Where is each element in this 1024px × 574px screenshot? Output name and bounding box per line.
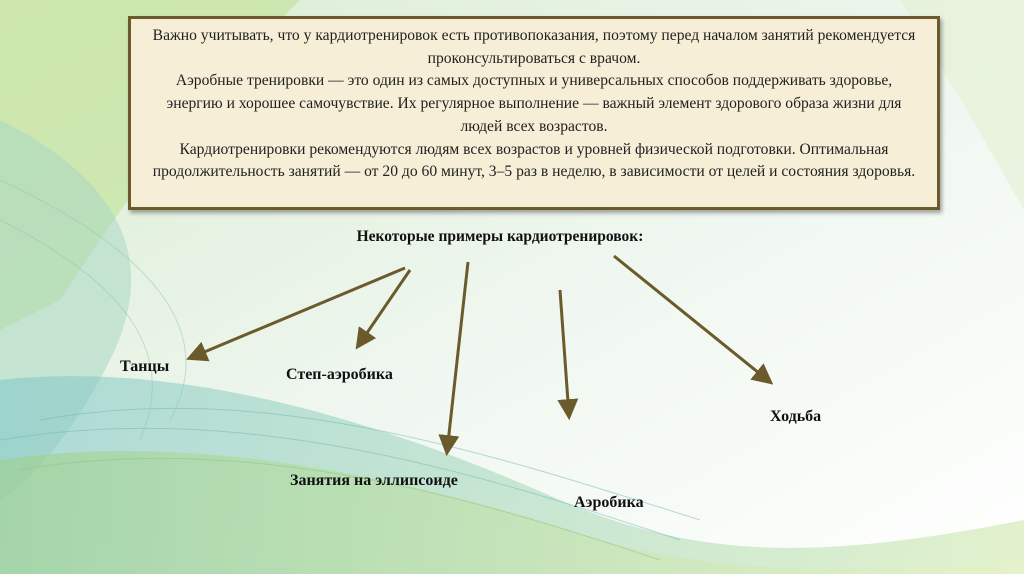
diagram-root-label: Некоторые примеры кардиотренировок: — [356, 228, 644, 245]
diagram-item-walking: Ходьба — [770, 408, 822, 425]
diagram-item-dance: Танцы — [120, 358, 170, 375]
diagram-item-step-aerobics: Степ-аэробика — [286, 366, 393, 383]
diagram-item-aerobics: Аэробика — [574, 494, 644, 511]
diagram-item-elliptical: Занятия на эллипсоиде — [290, 472, 458, 489]
info-line-3: Кардиотренировки рекомендуются людям всех возрастов и уровней физической подготовки. Оптимальная продолжительность занятий — от 20 до 60 минут, 3–5 раз в неделю, в зависимости от целей и состояния здоровья. — [152, 140, 916, 181]
info-line-1: Важно учитывать, что у кардиотренировок есть противопоказания, поэтому перед началом занятий рекомендуется проконсультироваться с врачом. — [152, 27, 916, 67]
arrow-to-elliptical — [447, 262, 468, 452]
arrow-to-walking — [614, 256, 770, 382]
info-line-2: Аэробные тренировки — это один из самых доступных и универсальных способов поддерживать здоровье, энергию и хорошее самочувствие. Их регулярное выполнение — важный элемент здорового образа жизни для людей всех возрастов. — [166, 72, 902, 135]
arrow-to-dance — [190, 268, 405, 358]
arrow-to-step-aerobics — [358, 270, 410, 346]
arrow-to-aerobics — [560, 290, 569, 416]
